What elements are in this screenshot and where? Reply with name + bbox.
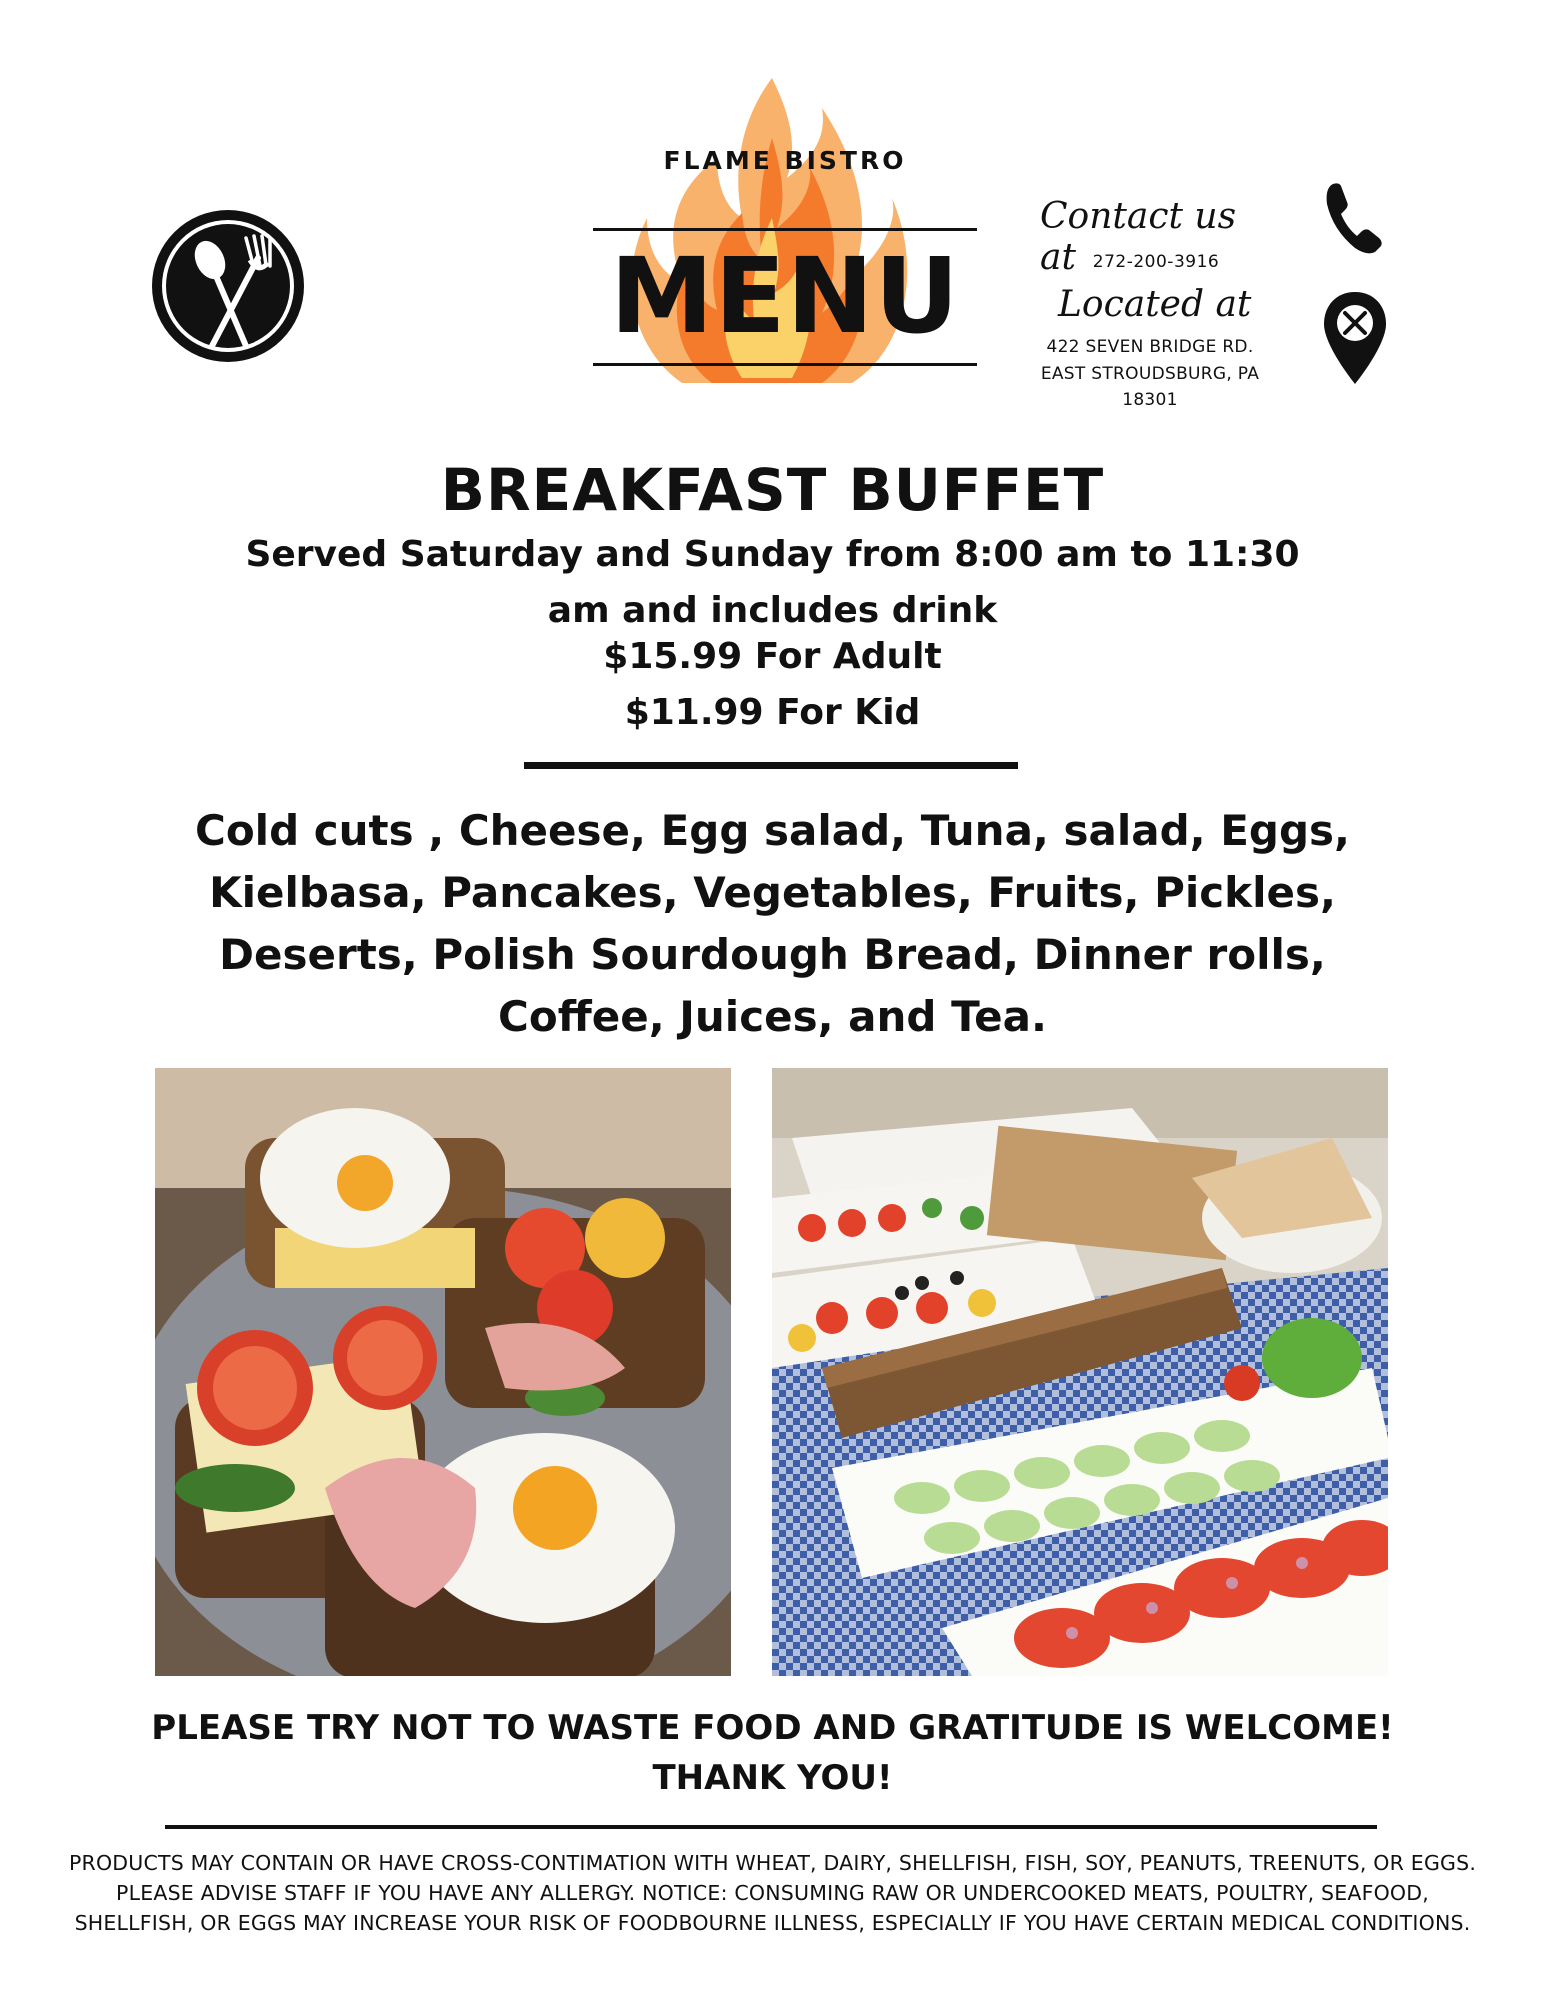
- served-line-2: am and includes drink: [547, 590, 998, 631]
- price-kid: $11.99 For Kid: [624, 692, 921, 733]
- address-line-3: 18301: [1122, 390, 1178, 410]
- utensils-logo-icon: [150, 208, 306, 364]
- map-pin-icon: [1322, 290, 1388, 386]
- contact-heading: Contact us at: [1040, 196, 1237, 278]
- phone-number: 272-200-3916: [1092, 252, 1220, 272]
- address-line-1: 422 SEVEN BRIDGE RD.: [1046, 337, 1254, 357]
- menu-title: MENU: [609, 235, 961, 357]
- buffet-table-photo: [772, 1068, 1388, 1676]
- brand-rule-top: [593, 228, 977, 231]
- location-heading: Located at: [1058, 284, 1252, 325]
- served-line-1: Served Saturday and Sunday from 8:00 am to 11:30: [245, 534, 1300, 575]
- allergy-disclaimer: PRODUCTS MAY CONTAIN OR HAVE CROSS-CONTIMATION WITH WHEAT, DAIRY, SHELLFISH, FISH, SOY, PEANUTS, TREENUTS, OR EGGS. PLEASE ADVISE STAFF IF YOU HAVE ANY ALLERGY. NOTICE: CONSUMING RAW OR UNDERCOOKED MEATS, POULTRY, SEAFOOD, SHELLFISH, OR EGGS MAY INCREASE YOUR RISK OF FOODBOURNE ILLNESS, ESPECIALLY IF YOU HAVE CERTAIN MEDICAL CONDITIONS.: [68, 1851, 1477, 1935]
- buffet-title: BREAKFAST BUFFET: [440, 456, 1105, 524]
- waste-notice: PLEASE TRY NOT TO WASTE FOOD AND GRATITUDE IS WELCOME!: [151, 1708, 1394, 1748]
- address-line-2: EAST STROUDSBURG, PA: [1040, 364, 1260, 384]
- brand-rule-bottom: [593, 363, 977, 366]
- price-adult: $15.99 For Adult: [603, 636, 942, 677]
- thank-you: THANK YOU!: [652, 1758, 893, 1798]
- phone-icon: [1325, 178, 1387, 258]
- brand-name: FLAME BISTRO: [663, 146, 907, 175]
- footer-divider: [165, 1825, 1377, 1829]
- section-divider: [524, 762, 1018, 769]
- buffet-items: Cold cuts , Cheese, Egg salad, Tuna, salad, Eggs, Kielbasa, Pancakes, Vegetables, Fruits, Pickles, Deserts, Polish Sourdough Bread, Dinner rolls, Coffee, Juices, and Tea.: [195, 806, 1350, 1041]
- open-sandwiches-photo: [155, 1068, 731, 1676]
